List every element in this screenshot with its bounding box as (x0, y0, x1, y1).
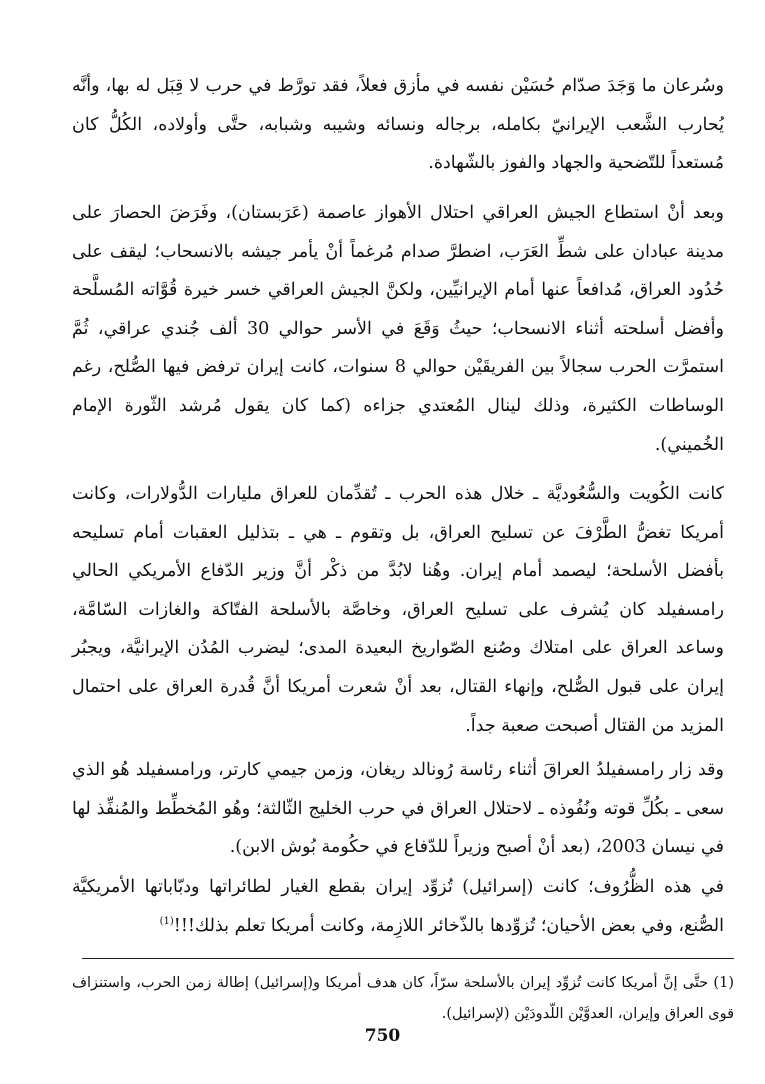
paragraph-2: وبعد أنْ استطاع الجيش العراقي احتلال الأهواز عاصمة (عَرَبستان)، وفَرَضَ الحصارَ على مدينة عبادان على شطِّ العَرَب، اضطرَّ صدام مُرغماً أنْ يأمر جيشه بالانسحاب؛ ليقف على حُدُود العراق، مُدافعاً عنها أمام الإيرانيِّين، ولكنَّ الجيش العراقي خسر خيرة قُوَّاته المُسلَّحة وأفضل أسلحته أثناء الانسحاب؛ حيثُ وَقَعَ في الأسر حوالي 30 ألف جُندي عراقي، ثُمَّ استمرَّت الحرب سجالاً بين الفريقَيْن حوالي 8 سنوات، كانت إيران ترفض فيها الصُّلح، رغم الوساطات الكثيرة، وذلك لينال المُعتدي جزاءه (كما كان يقول مُرشد الثّورة الإمام الخُميني). (72, 203, 724, 455)
paragraph-1: وسُرعان ما وَجَدَ صدّام حُسَيْن نفسه في مأزق فعلاً، فقد تورَّط في حرب لا قِبَل له بها، وأنَّه يُحارب الشَّعب الإيرانيّ بكامله، برجاله ونسائه وشيبه وشبابه، حتَّى وأولاده، الكُلُّ كان مُستعداً للتّضحية والجهاد والفوز بالشّهادة. (72, 76, 724, 174)
footnote: (1) حتَّى إنَّ أمريكا كانت تُزوِّد إيران بالأسلحة سرّاً، كان هدف أمريكا و(إسرائيل) إطالة زمن الحرب، واستنزاف قوى العراق وإيران، العدوَّيْن اللّدودَيْن (لإسرائيل). (72, 975, 734, 1022)
paragraph-5-text: في هذه الظُّرُوف؛ كانت (إسرائيل) تُزوِّد إيران بقطع الغيار لطائراتها ودبّاباتها الأمريكيَّة الصُّنع، وفي بعض الأحيان؛ تُزوِّدها بالذّخائر اللازِمة، وكانت أمريكا تعلم بذلك!!! (72, 877, 724, 936)
paragraph-3: كانت الكُويت والسُّعُوديَّة ـ خلال هذه الحرب ـ تُقدِّمان للعراق مليارات الدُّولارات، وكانت أمريكا تغضُّ الطَّرْفَ عن تسليح العراق، بل وتقوم ـ هي ـ بتذليل العقبات أمام تسليحه بأفضل الأسلحة؛ ليصمد أمام إيران. وهُنا لابُدَّ من ذكْر أنَّ وزير الدّفاع الأمريكي الحالي رامسفيلد كان يُشرف على تسليح العراق، وخاصَّة بالأسلحة الفتّاكة والغازات السّامَّة، وساعد العراق على امتلاك وصُنع الصّواريخ البعيدة المدى؛ ليضرب المُدُن الإيرانيَّة، ويجبُر إيران على قبول الصُّلح، وإنهاء القتال، بعد أنْ شعرت أمريكا أنَّ قُدرة العراق على احتمال المزيد من القتال أصبحت صعبة جداً. (72, 484, 724, 736)
footnote-divider (82, 958, 734, 959)
footnote-reference[interactable]: (1) (159, 915, 174, 927)
paragraph-4: وقد زار رامسفيلدُ العراقَ أثناء رئاسة رُونالد ريغان، وزمن جيمي كارتر، ورامسفيلد هُو الذي سعى ـ بكُلِّ قوته ونُفُوذه ـ لاحتلال العراق في حرب الخليج الثّالثة؛ وهُو المُخطِّط والمُنفِّذ لها في نيسان 2003، (بعد أنْ أصبح وزيراً للدّفاع في حكُومة بُوش الابن). (72, 760, 724, 858)
page-number: 750 (364, 1026, 401, 1046)
paragraph-5 (72, 868, 724, 945)
